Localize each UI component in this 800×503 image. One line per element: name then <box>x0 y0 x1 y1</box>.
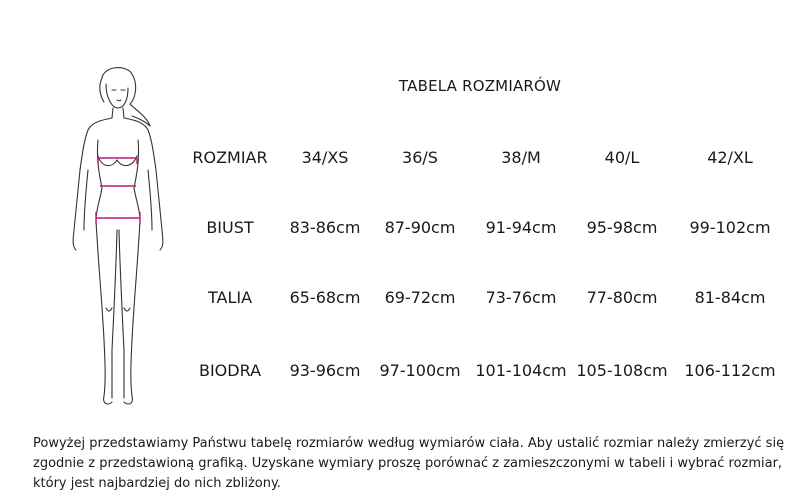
note-line: który jest najbardziej do nich zbliżony. <box>33 476 281 491</box>
table-cell: 77-80cm <box>586 288 658 307</box>
row-label: BIUST <box>206 218 254 237</box>
table-cell: 73-76cm <box>485 288 557 307</box>
table-cell: 95-98cm <box>586 218 658 237</box>
table-cell: 97-100cm <box>379 361 461 380</box>
female-body-outline-icon <box>62 60 172 420</box>
table-cell: 69-72cm <box>384 288 456 307</box>
table-cell: 101-104cm <box>475 361 567 380</box>
table-cell: 87-90cm <box>384 218 456 237</box>
table-cell: 40/L <box>604 148 640 167</box>
table-cell: 106-112cm <box>684 361 776 380</box>
table-row-waist <box>185 283 795 313</box>
row-label: TALIA <box>207 288 253 307</box>
body-measurement-figure <box>62 60 172 420</box>
table-cell: 91-94cm <box>485 218 557 237</box>
table-cell: 38/M <box>501 148 541 167</box>
table-cell: 36/S <box>402 148 438 167</box>
table-row-hips <box>185 356 795 386</box>
instructions-note <box>33 434 793 494</box>
row-label: BIODRA <box>198 361 262 380</box>
table-cell: 93-96cm <box>289 361 361 380</box>
note-line: Powyżej przedstawiamy Państwu tabelę rozmiarów według wymiarów ciała. Aby ustalić rozmiar należy zmierzyć się <box>33 436 785 451</box>
table-row-bust <box>185 213 795 243</box>
table-row-size <box>185 143 795 173</box>
table-cell: 83-86cm <box>289 218 361 237</box>
row-label: ROZMIAR <box>192 148 268 167</box>
table-cell: 42/XL <box>707 148 753 167</box>
table-cell: 65-68cm <box>289 288 361 307</box>
table-cell: 81-84cm <box>694 288 766 307</box>
table-cell: 99-102cm <box>689 218 771 237</box>
table-cell: 34/XS <box>301 148 349 167</box>
size-table-title: TABELA ROZMIARÓW <box>398 77 562 95</box>
note-line: zgodnie z przedstawioną grafiką. Uzyskane wymiary proszę porównać z zamieszczonymi w tabeli i wybrać rozmiar, <box>33 456 783 471</box>
table-cell: 105-108cm <box>576 361 668 380</box>
hip-measure-line <box>96 212 140 224</box>
